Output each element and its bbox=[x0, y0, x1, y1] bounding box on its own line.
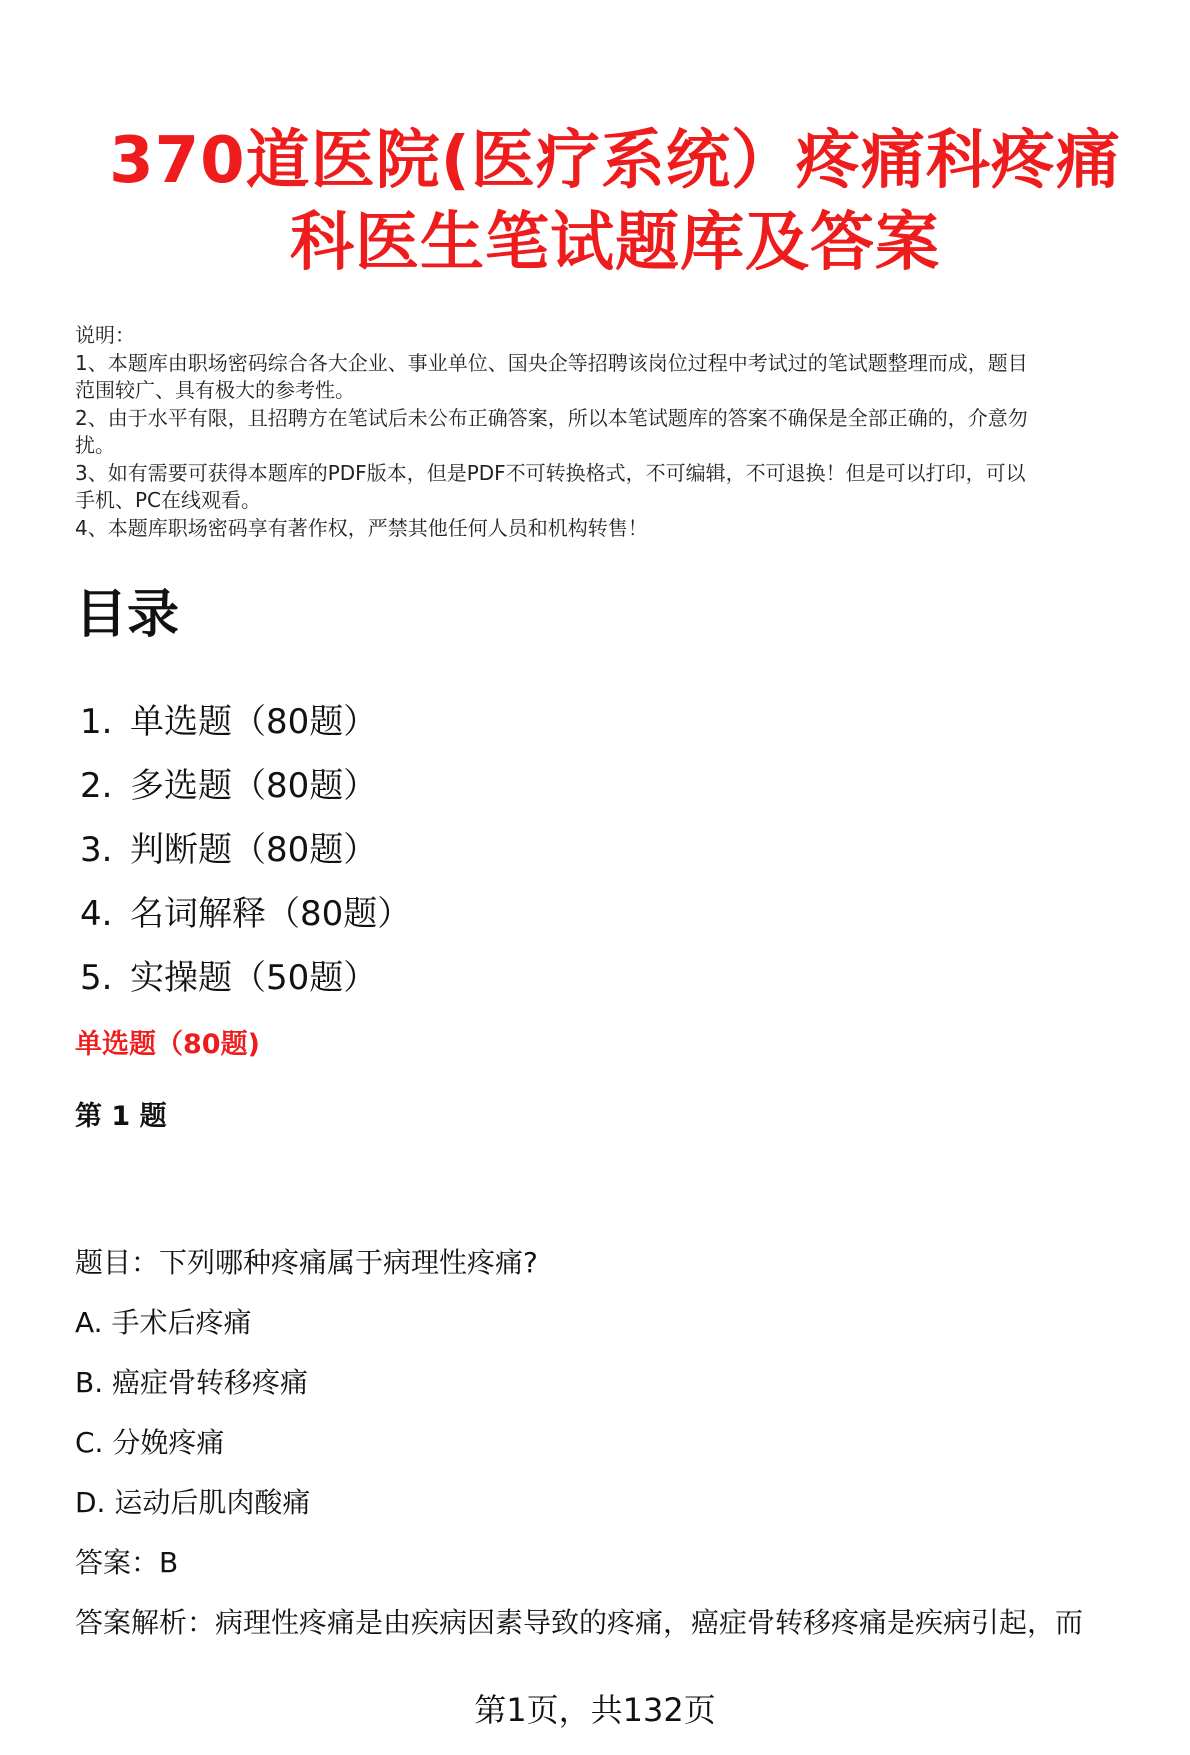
toc-item-label: 名词解释（80题） bbox=[130, 894, 412, 934]
answer-explanation: 答案解析：病理性疼痛是由疾病因素导致的疼痛，癌症骨转移疼痛是疾病引起，而 bbox=[75, 1606, 1084, 1639]
notes-line: 2、由于水平有限，且招聘方在笔试后未公布正确答案，所以本笔试题库的答案不确保是全部正确的，介意勿 bbox=[75, 405, 1028, 430]
toc-item[interactable] bbox=[80, 690, 411, 754]
toc-item-label: 多选题（80题） bbox=[130, 766, 378, 806]
toc-item[interactable] bbox=[80, 754, 411, 818]
toc-item-number: 3. bbox=[80, 830, 113, 870]
question-block bbox=[75, 1245, 1165, 1665]
title-line-2: 科医生笔试题库及答案 bbox=[290, 206, 940, 280]
toc-heading: 目录 bbox=[75, 585, 180, 645]
option-d: D. 运动后肌肉酸痛 bbox=[75, 1486, 311, 1519]
notes-line: 4、本题库职场密码享有著作权，严禁其他任何人员和机构转售！ bbox=[75, 515, 648, 540]
toc-item[interactable] bbox=[80, 946, 411, 1010]
notes-line: 1、本题库由职场密码综合各大企业、事业单位、国央企等招聘该岗位过程中考试过的笔试题整理而成，题目 bbox=[75, 350, 1028, 375]
toc-item-label: 实操题（50题） bbox=[130, 958, 378, 998]
notes-line: 范围较广、具有极大的参考性。 bbox=[75, 378, 355, 402]
option-a: A. 手术后疼痛 bbox=[75, 1306, 252, 1339]
toc-item-number: 2. bbox=[80, 766, 113, 806]
notes-block bbox=[75, 322, 1155, 542]
option-b: B. 癌症骨转移疼痛 bbox=[75, 1366, 309, 1399]
toc-item-label: 判断题（80题） bbox=[130, 830, 378, 870]
section-heading: 单选题（80题) bbox=[75, 1029, 260, 1060]
toc-item-number: 4. bbox=[80, 894, 113, 934]
document-title bbox=[70, 120, 1160, 284]
notes-line: 扰。 bbox=[75, 433, 115, 457]
notes-line: 说明： bbox=[75, 323, 135, 347]
title-line-1: 370道医院(医疗系统）疼痛科疼痛 bbox=[109, 124, 1121, 198]
toc-item[interactable] bbox=[80, 818, 411, 882]
notes-line: 手机、PC在线观看。 bbox=[75, 488, 262, 512]
question-text: 题目：下列哪种疼痛属于病理性疼痛? bbox=[75, 1246, 538, 1279]
toc-item-label: 单选题（80题） bbox=[130, 702, 378, 742]
toc-item-number: 5. bbox=[80, 958, 113, 998]
toc-item-number: 1. bbox=[80, 702, 113, 742]
answer: 答案：B bbox=[75, 1546, 179, 1579]
notes-line: 3、如有需要可获得本题库的PDF版本，但是PDF不可转换格式，不可编辑，不可退换！但是可以打印，可以 bbox=[75, 460, 1026, 485]
option-c: C. 分娩疼痛 bbox=[75, 1426, 225, 1459]
table-of-contents bbox=[80, 690, 411, 1010]
page-footer: 第1页，共132页 bbox=[474, 1691, 716, 1729]
question-number: 第 1 题 bbox=[75, 1101, 167, 1132]
toc-item[interactable] bbox=[80, 882, 411, 946]
